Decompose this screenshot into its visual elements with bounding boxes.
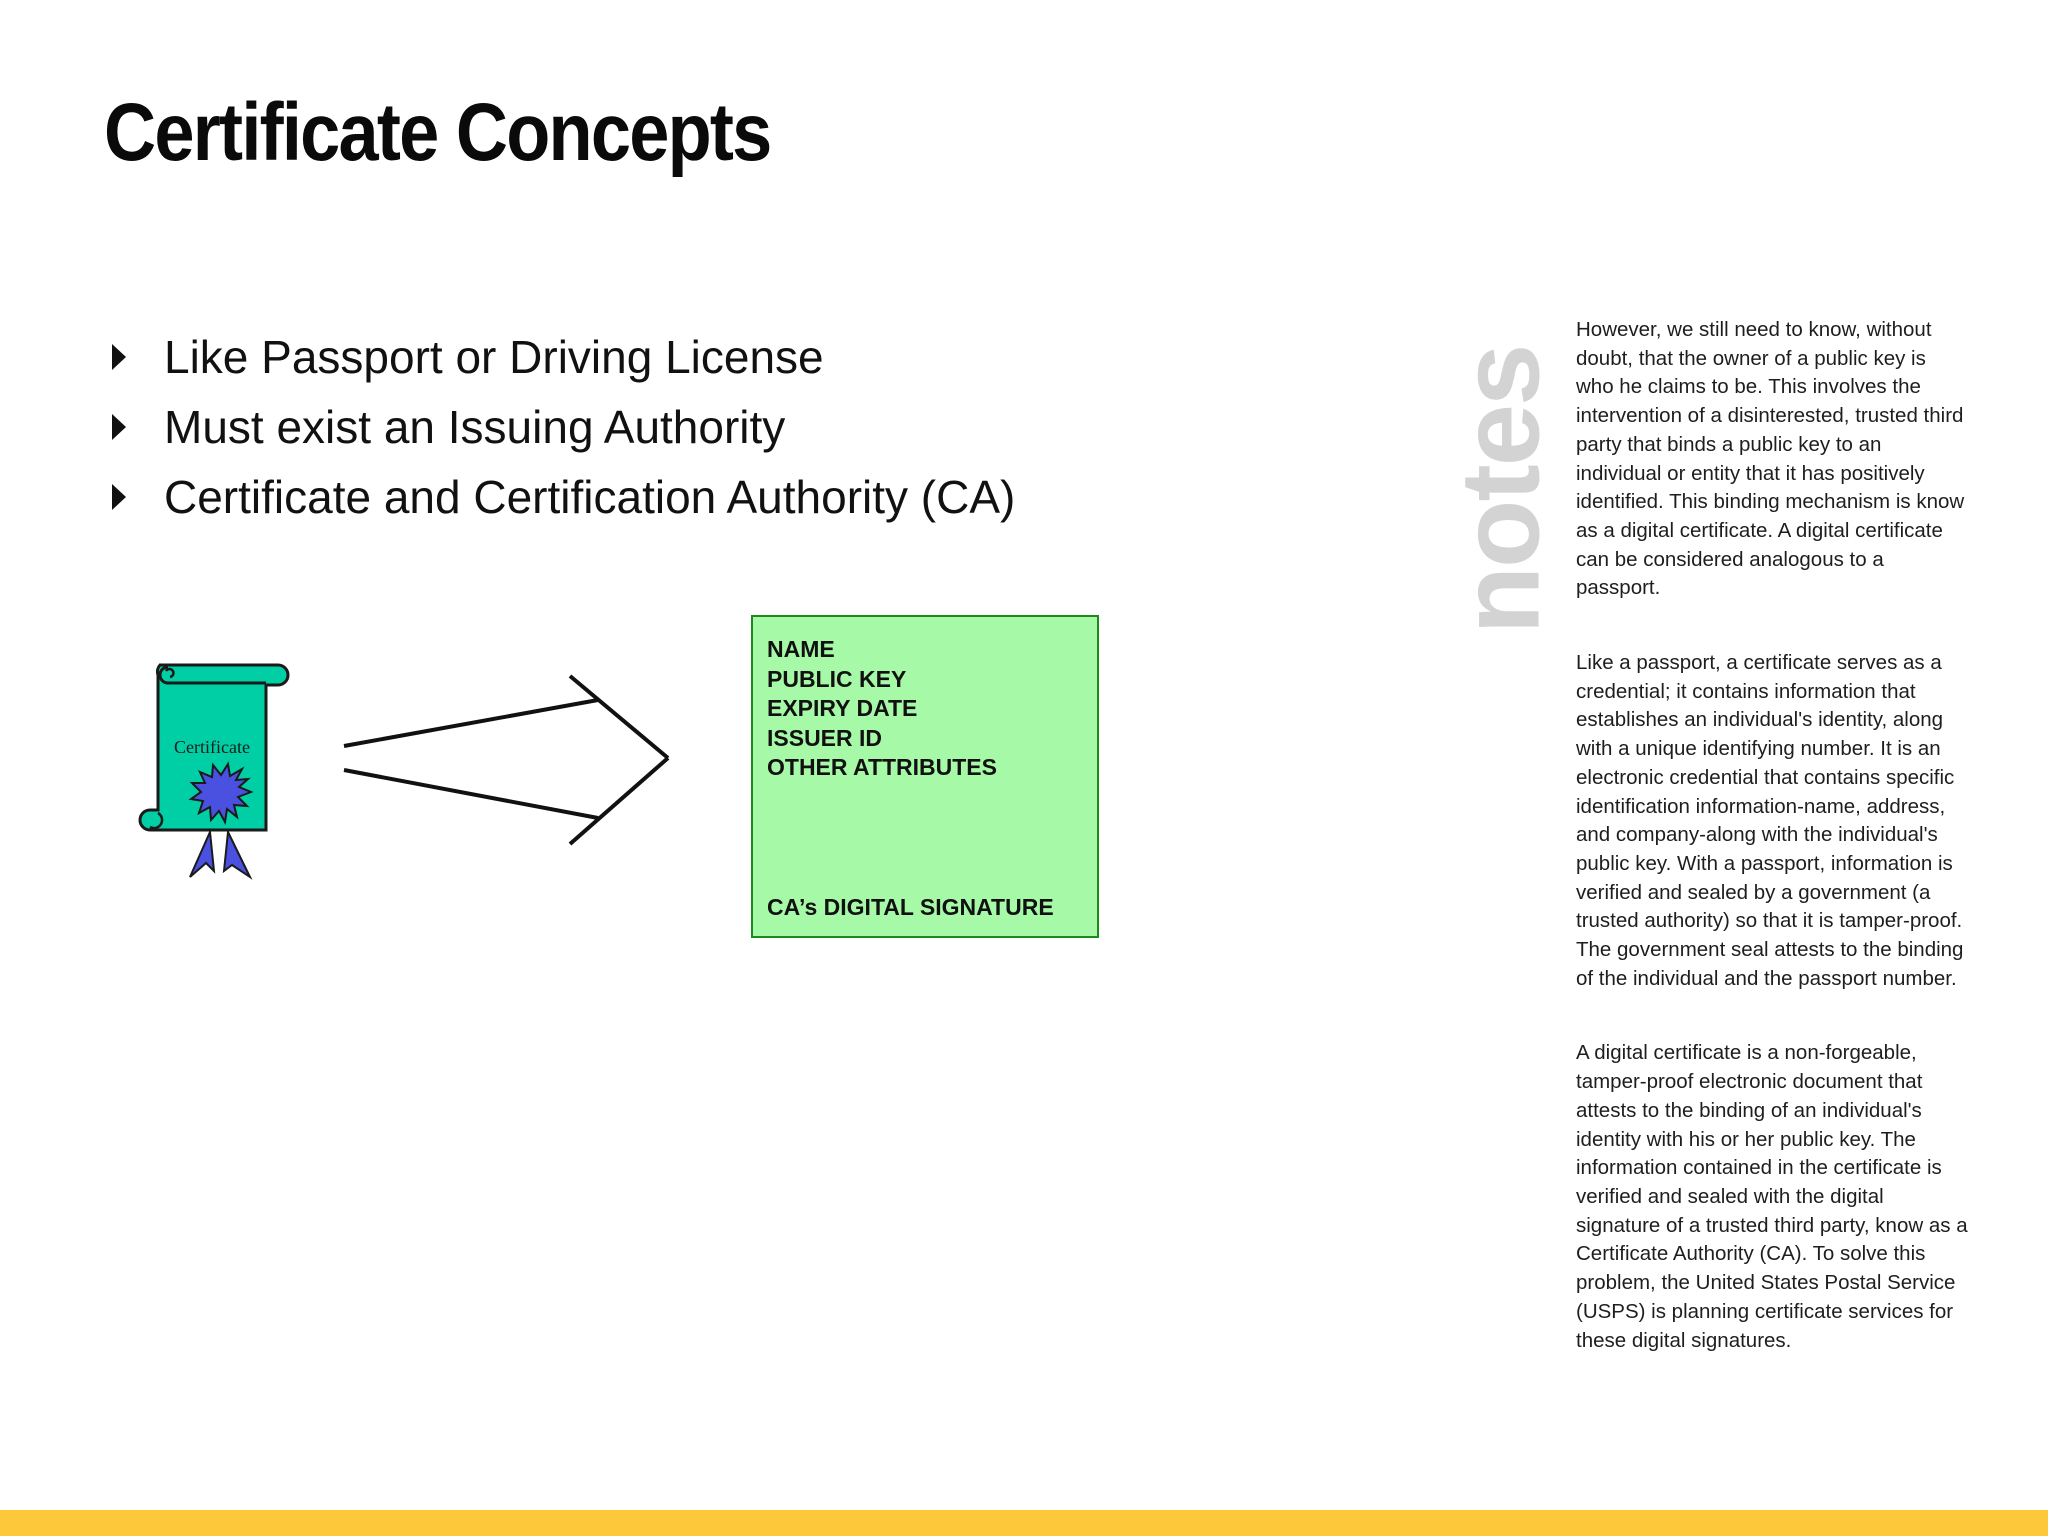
- slide-title: Certificate Concepts: [104, 87, 771, 178]
- notes-heading: [1437, 310, 1563, 670]
- bullet-triangle-icon: [112, 484, 126, 510]
- certificate-fields-box: [751, 615, 1099, 938]
- bullet-list: [104, 322, 1015, 532]
- bullet-item: [104, 392, 1015, 462]
- notes-heading-text: notes: [1437, 345, 1563, 635]
- notes-paragraph: A digital certificate is a non-forgeable, tamper-proof electronic document that attests to the binding of an individual's identity with his or her public key. The information contained in the certificate is verified and sealed with the digital signature of a trusted third party, know as a Certificate Authority (CA). To solve this problem, the United States Postal Service (USPS) is planning certificate services for these digital signatures.: [1576, 1041, 1968, 1352]
- certificate-icon-label: Certificate: [174, 737, 250, 757]
- bullet-text: Certificate and Certification Authority (CA): [164, 471, 1016, 523]
- notes-paragraph: However, we still need to know, without doubt, that the owner of a public key is who he claims to be. This involves the intervention of a disinterested, trusted third party that binds a public key to an individual or entity that it has positively identified. This binding mechanism is know as a digital certificate. A digital certificate can be considered analogous to a passport.: [1576, 318, 1965, 600]
- field-ca-digital-signature: CA’s DIGITAL SIGNATURE: [767, 893, 1054, 920]
- bullet-item: [104, 322, 1015, 392]
- field-name: NAME: [767, 636, 835, 662]
- notes-paragraph: Like a passport, a certificate serves as a credential; it contains information that establishes an individual's identity, along with a unique identifying number. It is an electronic credential that contains specific identification information-name, address, and company-along with the individual's public key. With a passport, information is verified and sealed by a government (a trusted authority) so that it is tamper-proof. The government seal attests to the binding of the individual and the passport number.: [1576, 651, 1964, 990]
- certificate-scroll-icon: [130, 655, 290, 885]
- field-other-attributes: OTHER ATTRIBUTES: [767, 754, 997, 780]
- footer-accent-bar: [0, 1510, 2048, 1536]
- bullet-text: Like Passport or Driving License: [164, 331, 824, 383]
- field-public-key: PUBLIC KEY: [767, 665, 907, 692]
- bullet-item: [104, 462, 1015, 532]
- speaker-notes: [1576, 316, 1968, 1401]
- bullet-triangle-icon: [112, 344, 126, 370]
- field-issuer-id: ISSUER ID: [767, 724, 883, 751]
- field-expiry-date: EXPIRY DATE: [767, 695, 918, 721]
- bullet-text: Must exist an Issuing Authority: [164, 401, 786, 453]
- arrow-right-icon: [330, 660, 690, 860]
- bullet-triangle-icon: [112, 414, 126, 440]
